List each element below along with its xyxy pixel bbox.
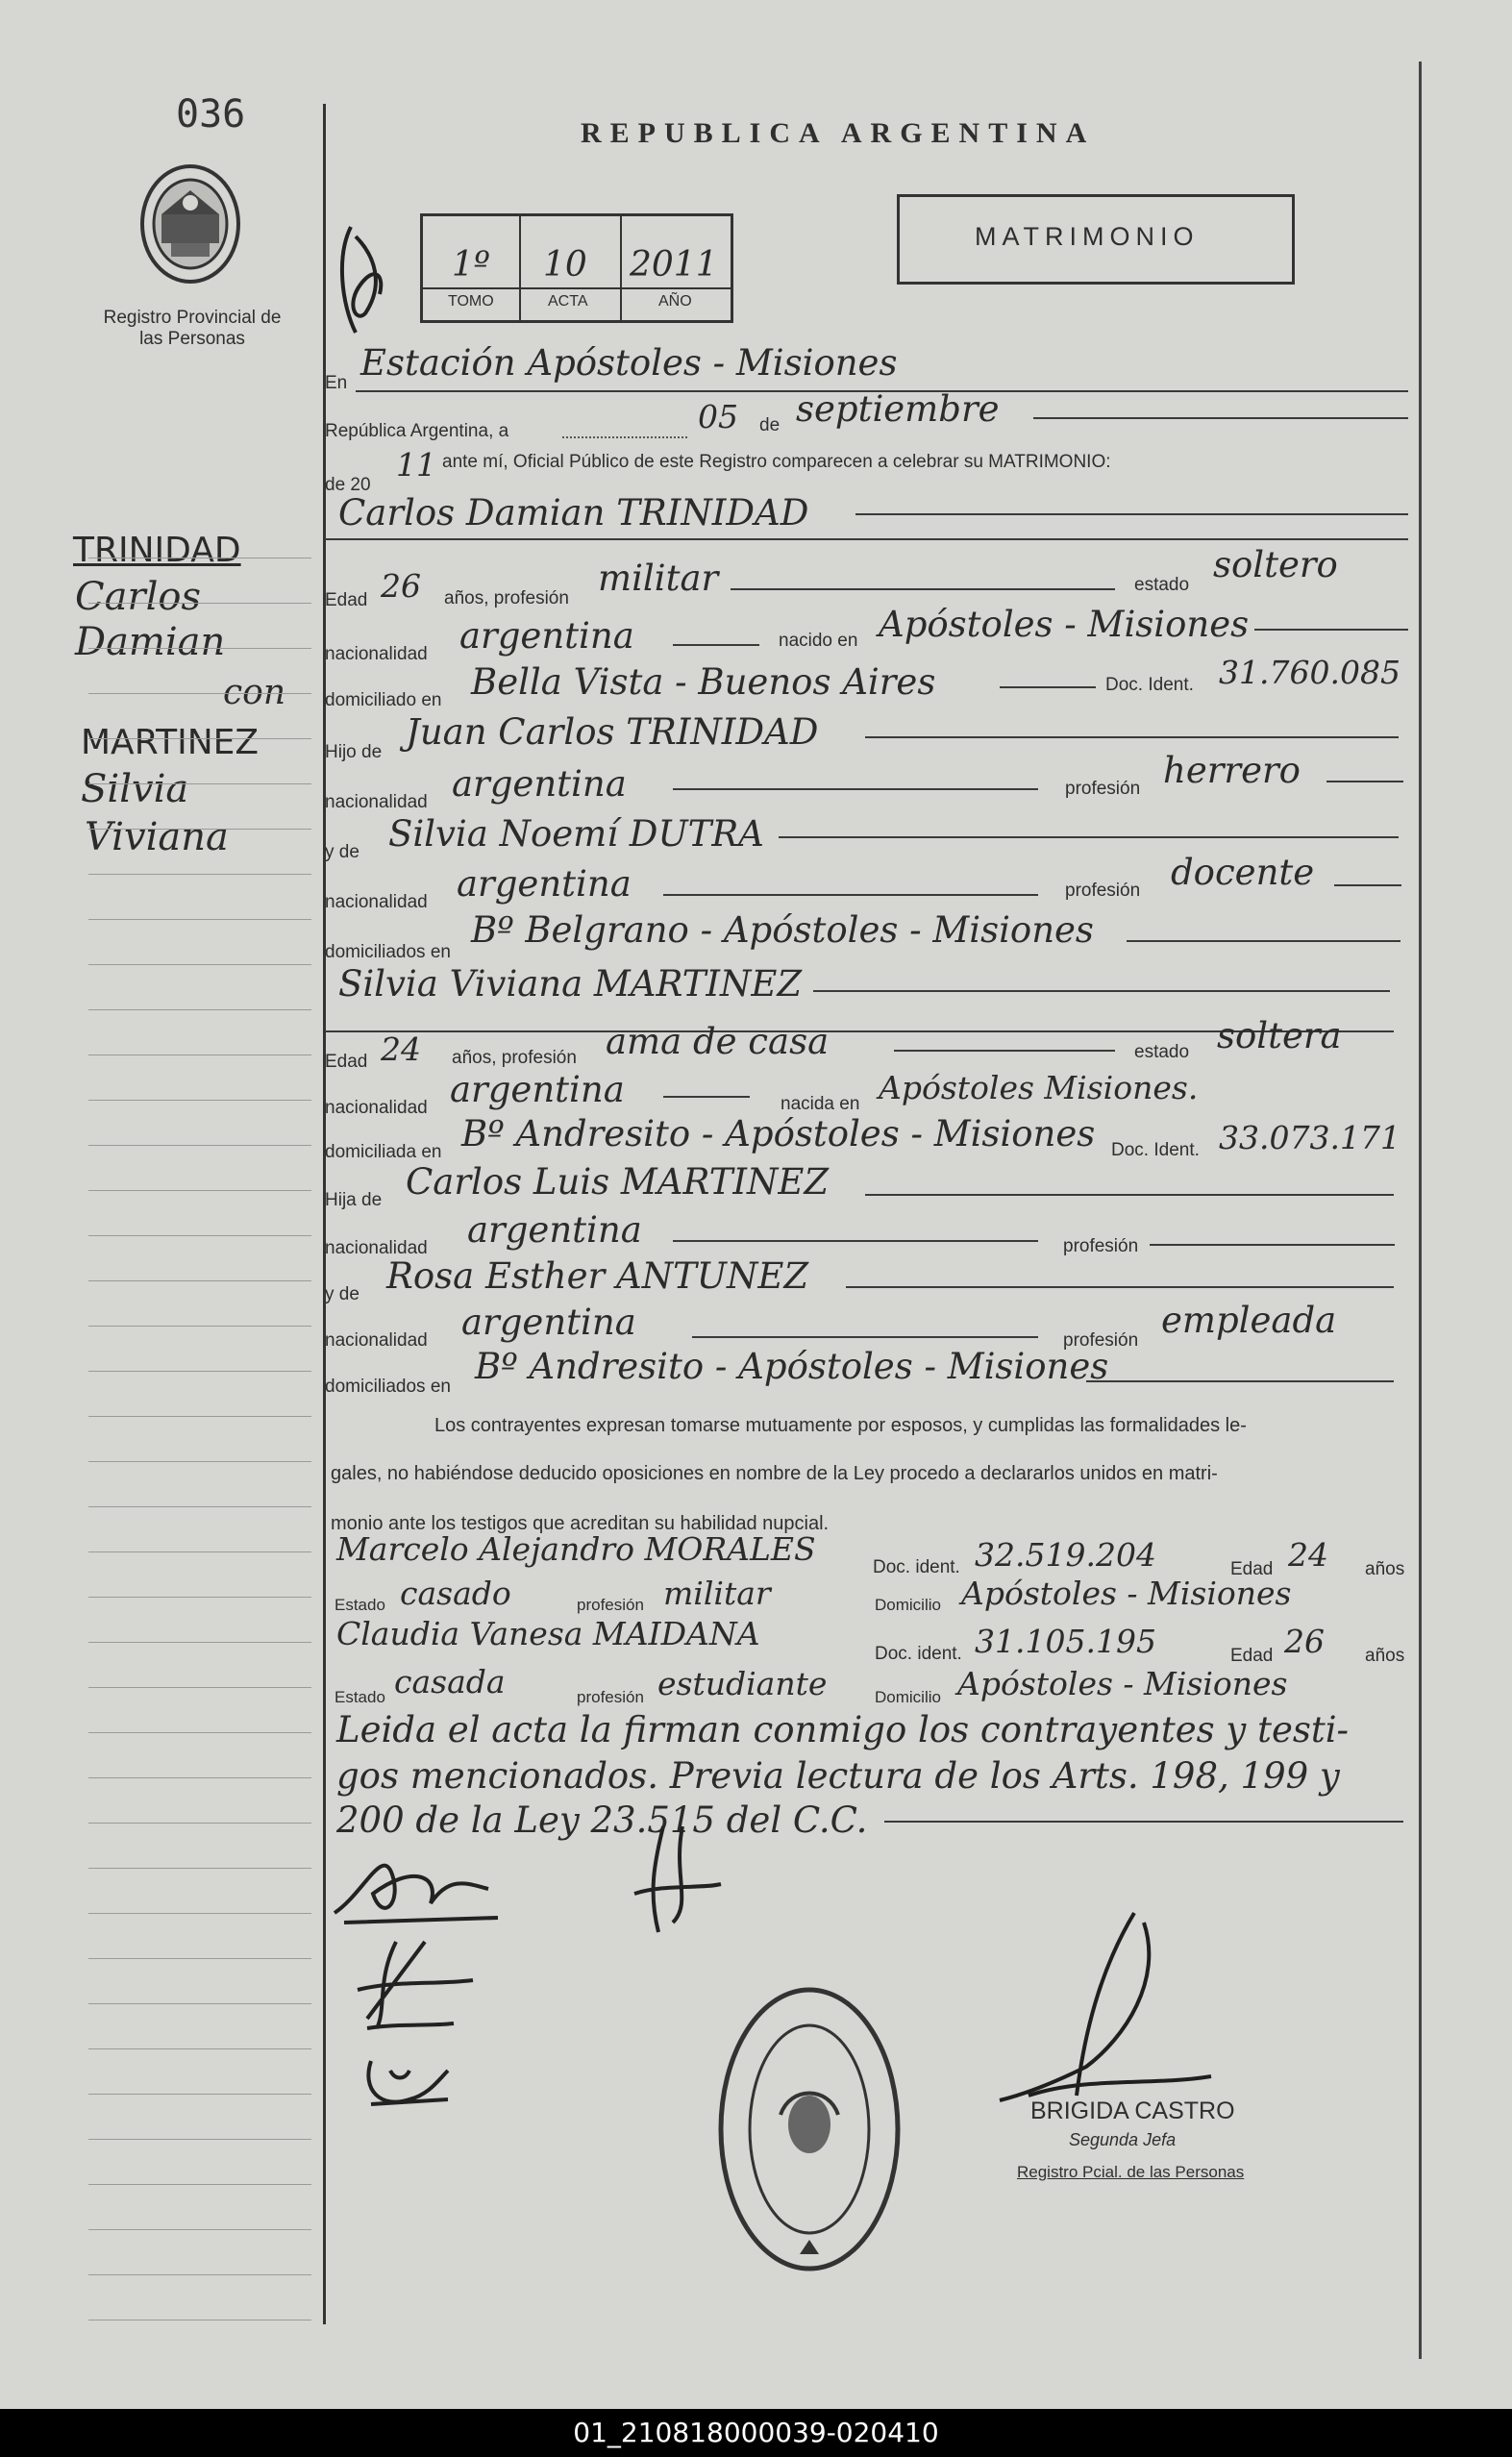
bride-father: Carlos Luis MARTINEZ <box>406 1161 830 1203</box>
margin-rule <box>88 919 311 920</box>
margin-rule <box>88 1868 311 1869</box>
bride-profession: ama de casa <box>606 1021 830 1062</box>
label-nacionalidad: nacionalidad <box>325 644 428 664</box>
margin-rule <box>88 1100 311 1101</box>
margin-rule <box>88 1551 311 1552</box>
place-value: Estación Apóstoles - Misiones <box>360 342 898 384</box>
label-estado-w2: Estado <box>335 1688 385 1706</box>
margin-name-6: Silvia <box>81 767 189 811</box>
margin-rule <box>88 1506 311 1507</box>
groom-age: 26 <box>381 567 421 605</box>
signature-1 <box>325 1836 517 1932</box>
witness1-domicile: Apóstoles - Misiones <box>961 1575 1292 1612</box>
label-anos-profesion-bride: años, profesión <box>452 1048 577 1068</box>
label-anos-w1: años <box>1365 1559 1405 1579</box>
margin-rule <box>88 2003 311 2004</box>
legal-text-3: monio ante los testigos que acreditan su habilidad nupcial. <box>331 1513 830 1534</box>
margin-name-2: Carlos <box>75 575 201 619</box>
official-signature <box>990 1903 1221 2124</box>
groom-status: soltero <box>1213 544 1338 585</box>
label-profesion-w2: profesión <box>577 1688 644 1706</box>
label-y-de-bride: y de <box>325 1284 359 1304</box>
right-vertical-rule <box>1419 62 1422 2359</box>
margin-rule <box>88 1190 311 1191</box>
label-doc-ident-w2: Doc. ident. <box>875 1644 962 1664</box>
label-domiciliado-en: domiciliado en <box>325 690 442 710</box>
legal-text-1: Los contrayentes expresan tomarse mutuamente por esposos, y cumplidas las formalidades le- <box>434 1415 1247 1436</box>
margin-rule <box>88 1777 311 1778</box>
margin-rule <box>88 964 311 965</box>
folio-number: 036 <box>176 92 246 136</box>
margin-name-3: Damian <box>75 620 226 664</box>
witness1-status: casado <box>400 1575 511 1612</box>
margin-rule <box>88 738 311 739</box>
label-domiciliados-en: domiciliados en <box>325 942 451 962</box>
signature-3 <box>338 1932 483 2038</box>
label-domicilio-w1: Domicilio <box>875 1596 941 1614</box>
margin-rule <box>88 1009 311 1010</box>
margin-rule <box>88 1280 311 1281</box>
margin-rule <box>88 648 311 649</box>
groom-parents-residence: Bº Belgrano - Apóstoles - Misiones <box>471 909 1094 951</box>
label-nacionalidad-2: nacionalidad <box>325 792 428 812</box>
official-office: Registro Pcial. de las Personas <box>1017 2163 1245 2181</box>
margin-rule <box>88 1823 311 1824</box>
registry-emblem-icon <box>133 157 248 291</box>
bride-birthplace: Apóstoles Misiones. <box>879 1069 1199 1106</box>
acta-value: 10 <box>543 245 587 285</box>
bride-age: 24 <box>381 1030 421 1068</box>
margin-rule <box>88 1461 311 1462</box>
label-profesion-w1: profesión <box>577 1596 644 1614</box>
label-profesion-bride-2: profesión <box>1063 1330 1139 1351</box>
groom-father-profession: herrero <box>1163 750 1301 791</box>
bride-status: soltera <box>1217 1015 1342 1056</box>
groom-mother-profession: docente <box>1171 852 1315 893</box>
label-edad-w2: Edad <box>1230 1646 1274 1666</box>
acta-label: ACTA <box>548 293 588 310</box>
margin-rule <box>88 829 311 830</box>
margin-rule <box>88 2094 311 2095</box>
groom-birthplace: Apóstoles - Misiones <box>879 604 1250 645</box>
witness1-name: Marcelo Alejandro MORALES <box>336 1530 816 1568</box>
signature-2 <box>615 1817 731 1942</box>
margin-rule <box>88 783 311 784</box>
year-value: 11 <box>396 446 436 484</box>
label-edad: Edad <box>325 590 368 610</box>
scan-id-footer: 01_210818000039-020410 <box>0 2409 1512 2457</box>
closing-line-1: Leida el acta la firman conmigo los contrayentes y testi- <box>336 1709 1350 1750</box>
tomo-label: TOMO <box>448 293 494 310</box>
closing-line-2: gos mencionados. Previa lectura de los Arts. 198, 199 y <box>336 1755 1340 1797</box>
bride-parents-residence: Bº Andresito - Apóstoles - Misiones <box>475 1346 1109 1387</box>
label-y-de: y de <box>325 842 359 862</box>
label-estado-w1: Estado <box>335 1596 385 1614</box>
tomo-value: 1º <box>452 245 490 285</box>
label-republica: República Argentina, a <box>325 421 509 441</box>
label-doc-ident-w1: Doc. ident. <box>873 1557 960 1577</box>
label-hija-de: Hija de <box>325 1190 383 1210</box>
closing-line-3: 200 de la Ley 23.515 del C.C. <box>336 1799 868 1841</box>
witness1-age: 24 <box>1288 1536 1328 1574</box>
registration-box <box>420 213 733 323</box>
groom-residence: Bella Vista - Buenos Aires <box>471 661 936 703</box>
label-edad-w1: Edad <box>1230 1559 1274 1579</box>
margin-rule <box>88 1597 311 1598</box>
witness2-domicile: Apóstoles - Misiones <box>957 1665 1288 1702</box>
anio-label: AÑO <box>658 293 692 310</box>
label-nacionalidad-3: nacionalidad <box>325 892 428 912</box>
label-estado-bride: estado <box>1134 1042 1190 1062</box>
margin-rule <box>88 1913 311 1914</box>
label-nacionalidad-bride: nacionalidad <box>325 1098 428 1118</box>
bride-residence: Bº Andresito - Apóstoles - Misiones <box>461 1113 1096 1154</box>
registry-name: Registro Provincial de las Personas <box>103 308 282 349</box>
document-type-box <box>897 194 1295 285</box>
label-en: En <box>325 373 348 393</box>
margin-rule <box>88 1642 311 1643</box>
label-domicilio-w2: Domicilio <box>875 1688 941 1706</box>
groom-nationality: argentina <box>459 615 634 657</box>
label-edad-bride: Edad <box>325 1052 368 1072</box>
label-profesion-2: profesión <box>1065 881 1141 901</box>
witness1-doc: 32.519.204 <box>975 1536 1156 1574</box>
official-title: Segunda Jefa <box>1069 2130 1177 2149</box>
label-nacionalidad-bride-3: nacionalidad <box>325 1330 428 1351</box>
label-nacida-en: nacida en <box>781 1094 860 1114</box>
margin-rule <box>88 1326 311 1327</box>
label-estado: estado <box>1134 575 1190 595</box>
margin-name-1: TRINIDAD <box>73 531 241 570</box>
month-value: septiembre <box>796 388 1000 430</box>
bride-nationality: argentina <box>450 1069 625 1110</box>
margin-rule <box>88 2048 311 2049</box>
registry-seal-icon <box>713 1980 905 2278</box>
groom-profession: militar <box>598 558 719 599</box>
margin-rule <box>88 874 311 875</box>
label-comparecen: ante mí, Oficial Público de este Registro comparecen a celebrar su MATRIMONIO: <box>442 452 1111 472</box>
label-hijo-de: Hijo de <box>325 742 383 762</box>
groom-mother: Silvia Noemí DUTRA <box>388 813 764 855</box>
margin-initial-signature <box>327 217 404 342</box>
margin-rule <box>88 2274 311 2275</box>
label-anos-profesion: años, profesión <box>444 588 569 608</box>
day-value: 05 <box>698 398 738 435</box>
bride-doc: 33.073.171 <box>1219 1119 1400 1156</box>
groom-name: Carlos Damian TRINIDAD <box>338 492 809 534</box>
margin-rule <box>88 2139 311 2140</box>
margin-rule <box>88 1235 311 1236</box>
legal-text-2: gales, no habiéndose deducido oposiciones en nombre de la Ley procedo a declararlos unidos en matri- <box>331 1463 1218 1484</box>
margin-rule <box>88 1732 311 1733</box>
witness2-name: Claudia Vanesa MAIDANA <box>336 1615 760 1652</box>
document-type: MATRIMONIO <box>975 222 1200 251</box>
margin-rule <box>88 1416 311 1417</box>
label-nacido-en: nacido en <box>779 631 858 651</box>
margin-rule <box>88 1958 311 1959</box>
bride-name: Silvia Viviana MARTINEZ <box>338 963 803 1005</box>
margin-rule <box>88 1371 311 1372</box>
margin-name-4: con <box>223 673 286 712</box>
margin-rule <box>88 2229 311 2230</box>
bride-father-nationality: argentina <box>467 1209 642 1251</box>
margin-name-7: Viviana <box>85 815 229 859</box>
margin-rule <box>88 2184 311 2185</box>
margin-rule <box>88 1145 311 1146</box>
margin-rule <box>88 693 311 694</box>
bride-mother-profession: empleada <box>1161 1300 1337 1341</box>
label-doc-ident: Doc. Ident. <box>1105 675 1194 695</box>
signature-4 <box>352 2042 458 2119</box>
bride-mother: Rosa Esther ANTUNEZ <box>386 1255 809 1297</box>
label-domiciliados-en-bride: domiciliados en <box>325 1377 451 1397</box>
margin-rule <box>88 603 311 604</box>
witness2-status: casada <box>394 1663 506 1700</box>
label-domiciliada-en: domiciliada en <box>325 1142 442 1162</box>
label-anos-w2: años <box>1365 1646 1405 1666</box>
official-name: BRIGIDA CASTRO <box>1030 2097 1235 2124</box>
witness2-doc: 31.105.195 <box>975 1623 1156 1660</box>
anio-value: 2011 <box>630 245 718 285</box>
witness2-age: 26 <box>1284 1623 1325 1660</box>
witness1-profession: militar <box>663 1575 771 1612</box>
margin-rule <box>88 1687 311 1688</box>
label-profesion-bride: profesión <box>1063 1236 1139 1256</box>
margin-name-5: MARTINEZ <box>81 723 260 762</box>
groom-doc: 31.760.085 <box>1219 654 1400 691</box>
groom-mother-nationality: argentina <box>457 863 632 905</box>
label-profesion: profesión <box>1065 779 1141 799</box>
groom-father: Juan Carlos TRINIDAD <box>406 711 819 753</box>
label-nacionalidad-bride-2: nacionalidad <box>325 1238 428 1258</box>
label-de-20: de 20 <box>325 475 371 495</box>
header-title: REPUBLICA ARGENTINA <box>581 117 1096 149</box>
witness2-profession: estudiante <box>657 1665 828 1702</box>
label-doc-ident-bride: Doc. Ident. <box>1111 1140 1200 1160</box>
groom-father-nationality: argentina <box>452 763 627 805</box>
bride-mother-nationality: argentina <box>461 1302 636 1343</box>
label-de: de <box>759 415 781 435</box>
